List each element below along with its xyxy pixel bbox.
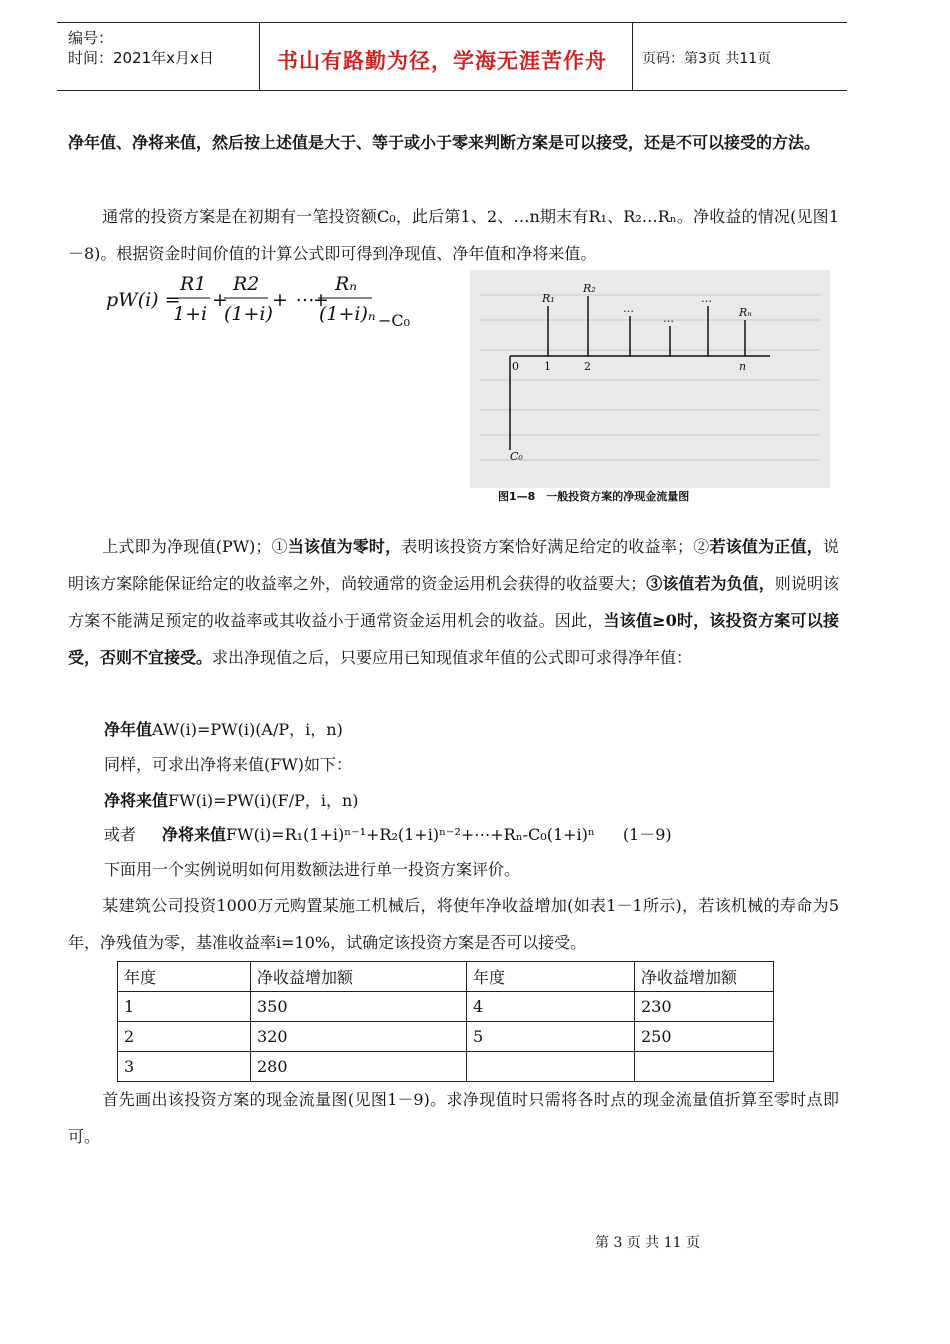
paragraph-6-text: 首先画出该投资方案的现金流量图(见图1－9)。求净现值时只需将各时点的现金流量值折算至零时点即可。 bbox=[68, 1090, 839, 1146]
fw2-equation-number: (1－9) bbox=[622, 825, 672, 844]
table-cell: 250 bbox=[635, 1022, 774, 1052]
paragraph-6 bbox=[68, 1081, 839, 1155]
formula-tail: −C₀ bbox=[378, 311, 411, 330]
table-cell: 4 bbox=[467, 992, 635, 1022]
p3-bold-3: ③该值若为负值， bbox=[646, 574, 775, 593]
formula-t1-num: R1 bbox=[180, 273, 207, 295]
fw2-label: 净将来值 bbox=[162, 825, 227, 844]
table-cell: 320 bbox=[251, 1022, 467, 1052]
paragraph-2 bbox=[68, 198, 839, 272]
table-cell: 3 bbox=[118, 1052, 251, 1082]
header-divider-left bbox=[259, 22, 260, 91]
table-row bbox=[118, 1022, 774, 1052]
formula-t3-num: Rₙ bbox=[335, 273, 358, 295]
same-line: 同样，可求出净将来值(FW)如下： bbox=[104, 755, 353, 774]
table-header-row bbox=[118, 962, 774, 992]
table-cell: 280 bbox=[251, 1052, 467, 1082]
fw2-formula: FW(i)=R₁(1+i)ⁿ⁻¹+R₂(1+i)ⁿ⁻²+⋯+Rₙ-C₀(1+i)ⁿ bbox=[226, 825, 595, 844]
header-number: 编号： bbox=[68, 29, 114, 47]
fw-formula: FW(i)=PW(i)(F/P，i，n) bbox=[168, 791, 359, 810]
header-motto: 书山有路勤为径，学海无涯苦作舟 bbox=[277, 49, 607, 73]
fig-label-rn: Rₙ bbox=[739, 306, 752, 319]
fw-label: 净将来值 bbox=[104, 791, 169, 810]
figure-caption: 图1—8 一般投资方案的净现金流量图 bbox=[498, 490, 690, 503]
fw-line bbox=[104, 789, 359, 813]
fw2-line bbox=[104, 823, 672, 847]
svg-text:+: + bbox=[212, 289, 228, 311]
table-cell bbox=[467, 1052, 635, 1082]
table-cell bbox=[635, 1052, 774, 1082]
fig-label-2: 2 bbox=[584, 360, 591, 373]
p3-seg-c: 表明该投资方案恰好满足给定的收益率；② bbox=[401, 537, 710, 556]
formula-t2-num: R2 bbox=[233, 273, 260, 295]
p3-seg-d: 说明该方案除能保证给定的收益率之外，尚较通常的资金运用机会获得的收益要大； bbox=[68, 537, 839, 593]
table-header: 净收益增加额 bbox=[635, 962, 774, 992]
aw-formula: AW(i)=PW(i)(A/P，i，n) bbox=[152, 720, 343, 739]
table-cell: 5 bbox=[467, 1022, 635, 1052]
p3-bold-4: 当该值≥0时，该投资方案可以接受，否则不宜接受。 bbox=[68, 611, 839, 667]
fig-label-dots-3: … bbox=[701, 292, 712, 305]
income-table bbox=[117, 961, 774, 1082]
cash-flow-figure bbox=[470, 270, 830, 510]
paragraph-1 bbox=[68, 124, 839, 161]
table-cell: 1 bbox=[118, 992, 251, 1022]
table-cell: 350 bbox=[251, 992, 467, 1022]
table-cell: 2 bbox=[118, 1022, 251, 1052]
header-page: 页码：第3页 共11页 bbox=[642, 51, 772, 67]
p3-seg-f: 求出净现值之后，只要应用已知现值求年值的公式即可求得净年值： bbox=[212, 648, 693, 667]
paragraph-4: 下面用一个实例说明如何用数额法进行单一投资方案评价。 bbox=[104, 860, 521, 879]
fig-label-0: 0 bbox=[512, 360, 519, 373]
formula-lhs: pW(i) = bbox=[106, 289, 181, 311]
table-row bbox=[118, 992, 774, 1022]
paragraph-5 bbox=[68, 887, 839, 961]
fig-label-r2: R₂ bbox=[583, 282, 596, 295]
header-bottom-rule bbox=[57, 90, 847, 91]
table-header: 年度 bbox=[467, 962, 635, 992]
p3-seg-a: 上式即为净现值(PW)；① bbox=[102, 537, 288, 556]
paragraph-1-text: 净年值、净将来值，然后按上述值是大于、等于或小于零来判断方案是可以接受，还是不可以接受的方法。 bbox=[68, 133, 821, 152]
header-divider-right bbox=[632, 22, 633, 91]
p3-seg-e: 则说明该方案不能满足预定的收益率或其收益小于通常资金运用机会的收益。因此， bbox=[68, 574, 839, 630]
fig-label-c0: C₀ bbox=[510, 450, 523, 463]
table-header: 年度 bbox=[118, 962, 251, 992]
table-row bbox=[118, 1052, 774, 1082]
npv-formula bbox=[100, 268, 430, 338]
formula-t2-den: (1+i) bbox=[224, 303, 273, 325]
aw-label: 净年值 bbox=[104, 720, 153, 739]
aw-line bbox=[104, 718, 343, 742]
formula-t1-den: 1+i bbox=[173, 303, 208, 325]
p3-bold-2: 若该值为正值， bbox=[709, 537, 823, 556]
footer-page-number: 第 3 页 共 11 页 bbox=[595, 1235, 700, 1251]
fig-label-dots-1: … bbox=[623, 302, 634, 315]
header-time: 时间：2021年x月x日 bbox=[68, 49, 214, 67]
paragraph-2-text: 通常的投资方案是在初期有一笔投资额C₀，此后第1、2、…n期末有R₁、R₂…Rₙ。净收益的情况(见图1－8)。根据资金时间价值的计算公式即可得到净现值、净年值和净将来值。 bbox=[68, 207, 839, 263]
table-cell: 230 bbox=[635, 992, 774, 1022]
table-header: 净收益增加额 bbox=[251, 962, 467, 992]
paragraph-5-text: 某建筑公司投资1000万元购置某施工机械后，将使年净收益增加(如表1－1所示)，若该机械的寿命为5年，净残值为零，基准收益率i=10%，试确定该投资方案是否可以接受。 bbox=[68, 896, 839, 952]
formula-t3-den: (1+i)ₙ bbox=[319, 303, 376, 325]
fig-label-n: n bbox=[739, 360, 747, 373]
fig-label-1: 1 bbox=[544, 360, 551, 373]
formula-dots: + ⋯+ bbox=[272, 289, 329, 311]
or-text: 或者 bbox=[104, 825, 137, 844]
p3-bold-1: 当该值为零时， bbox=[287, 537, 402, 556]
fig-label-dots-2: … bbox=[663, 312, 674, 325]
paragraph-3 bbox=[68, 528, 839, 676]
fig-label-r1: R₁ bbox=[542, 292, 555, 305]
header-top-rule bbox=[57, 22, 847, 23]
